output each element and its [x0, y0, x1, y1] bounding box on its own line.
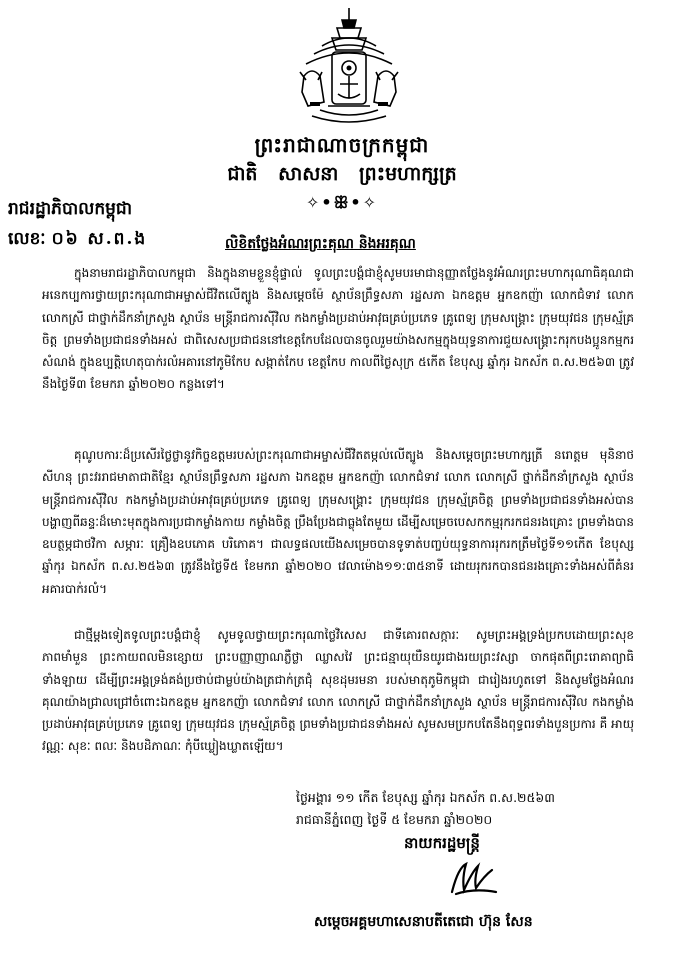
national-motto: ជាតិ សាសនា ព្រះមហាក្សត្រ [227, 163, 457, 185]
signer-name: សម្តេចអគ្គមហាសេនាបតីតេជោ ហ៊ុន សែន [314, 914, 533, 930]
lunar-date: ថ្ងៃអង្គារ ១១ កើត ខែបុស្ស ឆ្នាំកុរ ឯកស័ក ព.ស.២៥៦៣ [296, 790, 555, 805]
document-number-label: លេខៈ [8, 229, 46, 249]
document-number [8, 228, 147, 253]
paragraph-3: ជាថ្មីម្តងទៀតទូលព្រះបង្គំជាខ្ញុំ សូមទូលថ្វាយព្រះករុណាថ្លៃវិសេស ជាទីគោរពសក្ការៈ សូមព្រះអង្គទ្រង់ប្រកបដោយព្រះសុខភាពមាំមួន ព្រះកាយពលមិនខ្សោយ ព្រះបញ្ញាញាណភ្លឺថ្លា ឈ្លាសវៃ ព្រះជន្មាយុយឺនយូរជាងរយព្រះវស្សា ចាកផុតពីព្រះរោគាព្យាធិទាំងឡាយ ដើម្បីព្រះអង្គទ្រង់គង់ប្រថាប់ជាម្លប់យ៉ាងត្រជាក់ត្រជុំ សុខដុមរមនា របស់មាតុភូមិកម្ពុជា ជារៀងរហូតទៅ និងសូមថ្លែងអំណរគុណយ៉ាងជ្រាលជ្រៅចំពោះឯកឧត្តម អ្នកឧកញ៉ា លោកជំទាវ លោក លោកស្រី ជាថ្នាក់ដឹកនាំក្រសួង ស្ថាប័ន មន្ត្រីរាជការស៊ីវិល កងកម្លាំងប្រដាប់អាវុធគ្រប់ប្រភេទ គ្រូពេទ្យ ក្រុមយុវជន ក្រុមស្ម័គ្រចិត្ត ព្រមទាំងប្រជាជនទាំងអស់ សូមសមប្រកបតែនឹងពុទ្ធពរទាំងបួនប្រការ គឺ អាយុ វណ្ណៈ សុខៈ ពលៈ និងបដិភាណៈ កុំបីឃ្លៀងឃ្លាតឡើយ។ [42, 628, 634, 754]
coat-of-arms-icon [292, 6, 406, 128]
letter-title: លិខិតថ្លែងអំណរព្រះគុណ និងអរគុណ [225, 236, 416, 252]
signature-image [448, 858, 500, 898]
signer-position: នាយករដ្ឋមន្ត្រី [404, 834, 480, 852]
government-name: រាជរដ្ឋាភិបាលកម្ពុជា [8, 199, 133, 219]
kingdom-heading: ព្រះរាជាណាចក្រកម្ពុជា [254, 133, 430, 157]
paragraph-2: គុណូបការៈដ៏ប្រសើរថ្លៃថ្លានូវកិច្ចឧត្តមរបស់ព្រះករុណាជាអម្ចាស់ជីវិតតម្កល់លើត្បូង និងសម្តេចព្រះមហាក្សត្រី នរោត្តម មុនិនាថ សីហនុ ព្រះវររាជមាតាជាតិខ្មែរ ស្ថាប័នព្រឹទ្ធសភា រដ្ឋសភា ឯកឧត្តម អ្នកឧកញ៉ា លោកជំទាវ លោក លោកស្រី ថ្នាក់ដឹកនាំក្រសួង ស្ថាប័ន មន្ត្រីរាជការស៊ីវិល កងកម្លាំងប្រដាប់អាវុធគ្រប់ប្រភេទ គ្រូពេទ្យ ក្រុមសង្គ្រោះ ក្រុមយុវជន ក្រុមស្ម័គ្រចិត្ត ព្រមទាំងប្រជាជនទាំងអស់បានបង្ហាញពីឆន្ទៈដ៏មោះមុតក្នុងការប្រជាកម្លាំងកាយ កម្លាំងចិត្ត ប្រឹងប្រែងជាធ្លុងតែមួយ ដើម្បីសម្រេចបេសកកម្មរុករកជនរងគ្រោះ ព្រមទាំងបានឧបត្ថម្ភជាថវិកា សម្ភារៈ គ្រឿងឧបភោគ បរិភោគ។ ជាលទ្ធផលយើងសម្រេចបានទូទាត់បញ្ចប់យុទ្ធនាការរុករកត្រឹមថ្ងៃទី១១កើត ខែបុស្ស ឆ្នាំកុរ ឯកស័ក ព.ស.២៥៦៣ ត្រូវនឹងថ្ងៃទី៥ ខែមករា ឆ្នាំ២០២០ វេលាម៉ោង១១:៣៥នាទី ដោយរុករកបានជនរងគ្រោះទាំងអស់ពីគំនរអគារបាក់រលំ។ [42, 448, 634, 596]
ornament-divider: ✧•ꕥ•✧ [305, 193, 379, 212]
paragraph-1: ក្នុងនាមរាជរដ្ឋាភិបាលកម្ពុជា និងក្នុងនាមខ្លួនខ្ញុំផ្ទាល់ ទូលព្រះបង្គំជាខ្ញុំសូមបរមាជានុញ្ញាតថ្លែងនូវអំណរព្រះមហាករុណាធិគុណជាអនេកប្បការថ្វាយព្រះករុណាជាអម្ចាស់ជីវិតលើត្បូង និងសម្តេចម៉ែ ស្ថាប័នព្រឹទ្ធសភា រដ្ឋសភា ឯកឧត្តម អ្នកឧកញ៉ា លោកជំទាវ លោក លោកស្រី ជាថ្នាក់ដឹកនាំក្រសួង ស្ថាប័ន មន្ត្រីរាជការស៊ីវិល កងកម្លាំងប្រដាប់អាវុធគ្រប់ប្រភេទ គ្រូពេទ្យ ក្រុមសង្គ្រោះ ក្រុមយុវជន ក្រុមស្ម័គ្រចិត្ត ព្រមទាំងប្រជាជនទាំងអស់ ជាពិសេសប្រជាជននៅខេត្តកែបដែលបានចូលរួមយ៉ាងសកម្មក្នុងយុទ្ធនាការជួយសង្គ្រោះករុកបងប្អូនកម្មករសំណង់ ក្នុងឧប្បត្តិហេតុបាក់រលំអគារនៅភូមិកែប សង្កាត់កែប ខេត្តកែប កាលពីថ្ងៃសុក្រ ៥កើត ខែបុស្ស ឆ្នាំកុរ ឯកស័ក ព.ស.២៥៦៣ ត្រូវនឹងថ្ងៃទី៣ ខែមករា ឆ្នាំ២០២០ កន្លងទៅ។ [42, 266, 634, 392]
royal-coat-of-arms-emblem [292, 6, 406, 128]
solar-date: រាជធានីភ្នំពេញ ថ្ងៃទី ៥ ខែមករា ឆ្នាំ២០២០ [296, 812, 493, 827]
document-number-value: ០៦ ស.ព.ង [51, 229, 148, 249]
